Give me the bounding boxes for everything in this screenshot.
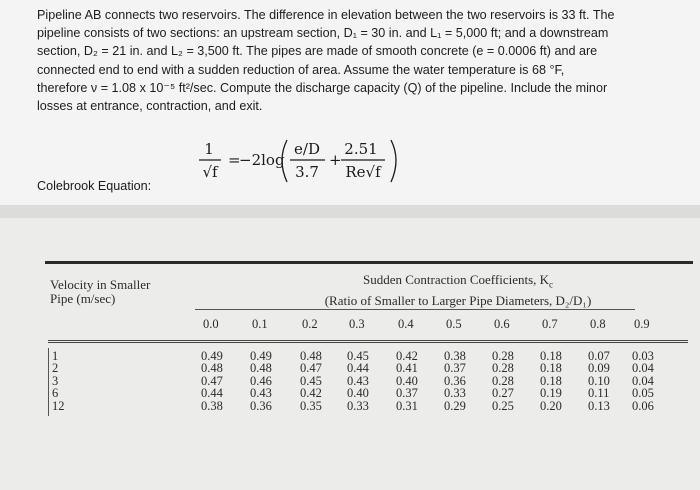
eq-right-paren	[391, 140, 396, 182]
eq-term2-numerator: 2.51	[344, 140, 378, 158]
table-header-rule-2	[48, 342, 688, 343]
table-title	[298, 272, 618, 308]
coefficient-cell: 0.44	[201, 386, 223, 401]
eq-term2-denominator: Re√f	[345, 163, 381, 181]
coefficient-cell: 0.28	[492, 349, 514, 363]
table-header-rule	[48, 340, 688, 341]
eq-term1-numerator: e/D	[294, 140, 320, 158]
ratio-header-cell: 0.9	[634, 317, 650, 331]
coefficient-cell: 0.38	[444, 349, 466, 363]
coefficient-cell: 0.41	[396, 361, 418, 376]
eq-term1-denominator: 3.7	[295, 163, 319, 181]
coefficient-cell: 0.45	[347, 349, 369, 363]
problem-panel	[0, 0, 700, 205]
coefficient-cell: 0.48	[300, 349, 322, 363]
coefficient-cell: 0.43	[347, 373, 369, 388]
coefficient-cell: 0.48	[250, 361, 272, 376]
velocity-value: 3	[52, 373, 59, 388]
problem-line: pipeline consists of two sections: an upstream section, D₁ = 30 in. and L₁ = 5,000 ft; and a downstream	[37, 26, 609, 41]
problem-line: therefore ν = 1.08 x 10⁻⁵ ft²/sec. Compute the discharge capacity (Q) of the pipeline. Include the minor	[37, 80, 608, 95]
coefficient-cell: 0.18	[540, 349, 562, 363]
problem-line: connected end to end with a sudden reduction of area. Assume the water temperature is 68 °F,	[37, 62, 565, 77]
coefficient-cell: 0.44	[347, 361, 369, 376]
velocity-value: 12	[52, 398, 65, 413]
coefficient-cell: 0.28	[492, 361, 514, 376]
table-title-line-1	[298, 272, 618, 293]
eq-lhs-denominator: √f	[202, 163, 218, 181]
table-title-text: Sudden Contraction Coefficients, K	[362, 272, 550, 287]
coefficient-cell: 0.42	[396, 349, 418, 363]
coefficient-cell: 0.19	[540, 386, 562, 401]
coefficient-cell: 0.37	[396, 386, 418, 401]
coefficient-cell: 0.36	[444, 373, 466, 388]
coefficient-cell: 0.11	[588, 386, 610, 401]
coefficient-cell: 0.43	[250, 386, 272, 401]
coefficient-cell: 0.47	[201, 373, 223, 388]
problem-statement	[37, 6, 677, 115]
coefficient-cell: 0.46	[250, 373, 272, 388]
coefficient-cell: 0.47	[300, 361, 322, 376]
coefficient-cell: 0.03	[632, 349, 654, 363]
table-top-rule	[45, 261, 693, 264]
velocity-value: 2	[52, 361, 59, 376]
coefficient-cell: 0.40	[347, 386, 369, 401]
velocity-value: 6	[52, 386, 59, 401]
ratio-header-cell: 0.8	[590, 317, 606, 331]
ratio-header-cell: 0.1	[252, 317, 268, 331]
table-title-rule	[195, 309, 635, 310]
eq-plus: +	[329, 151, 342, 169]
coefficient-cell: 0.49	[250, 349, 272, 363]
ratio-header-cell: 0.3	[349, 317, 365, 331]
coefficient-cell: 0.49	[201, 349, 223, 363]
table-title-subscript: c	[549, 279, 554, 290]
colebrook-label: Colebrook Equation:	[37, 179, 152, 193]
velocity-header	[50, 278, 150, 306]
coefficient-cell: 0.29	[444, 398, 466, 413]
problem-line: losses at entrance, contraction, and exit.	[37, 99, 263, 114]
eq-equals: =	[228, 151, 241, 169]
coefficient-cell: 0.18	[540, 361, 562, 376]
coefficient-cell: 0.42	[300, 386, 322, 401]
coefficient-cell: 0.38	[201, 398, 223, 413]
coefficient-cell: 0.28	[492, 373, 514, 388]
table-title-line-2: (Ratio of Smaller to Larger Pipe Diameters, D₂/D₁)	[324, 292, 592, 308]
colebrook-equation	[195, 132, 435, 192]
coefficient-cell: 0.05	[632, 386, 654, 401]
ratio-header-cell: 0.7	[542, 317, 558, 331]
velocity-column	[52, 350, 65, 412]
ratio-header-cell: 0.4	[398, 317, 414, 331]
coefficient-cell: 0.18	[540, 373, 562, 388]
ratio-header-cell: 0.0	[203, 317, 219, 331]
coefficient-cell: 0.37	[444, 361, 466, 376]
coefficient-cell: 0.31	[396, 398, 418, 413]
coefficient-cell: 0.25	[492, 398, 514, 413]
velocity-header-line: Velocity in Smaller	[50, 277, 151, 292]
coefficient-cell: 0.09	[588, 361, 610, 376]
ratio-header-cell: 0.5	[446, 317, 462, 331]
coefficient-cell: 0.06	[632, 398, 654, 413]
coefficient-cell: 0.07	[588, 349, 610, 363]
coefficient-cell: 0.36	[250, 398, 272, 413]
velocity-header-line: Pipe (m/sec)	[50, 291, 116, 306]
coefficient-cell: 0.04	[632, 373, 654, 388]
velocity-value: 1	[52, 349, 59, 363]
problem-line: section, D₂ = 21 in. and L₂ = 3,500 ft. The pipes are made of smooth concrete (e = 0.0006 ft) and are	[37, 44, 598, 59]
coefficient-cell: 0.33	[444, 386, 466, 401]
coefficient-cell: 0.20	[540, 398, 562, 413]
coefficient-cell: 0.27	[492, 386, 514, 401]
ratio-header-cell: 0.6	[494, 317, 510, 331]
ratio-header-cell: 0.2	[302, 317, 318, 331]
coefficient-cell: 0.33	[347, 398, 369, 413]
eq-log-coefficient: −2log	[239, 151, 285, 169]
coefficient-cell: 0.04	[632, 361, 654, 376]
coefficient-cell: 0.45	[300, 373, 322, 388]
coefficient-cell: 0.10	[588, 373, 610, 388]
coefficient-cell: 0.40	[396, 373, 418, 388]
problem-line: Pipeline AB connects two reservoirs. The difference in elevation between the two reservoirs is 33 ft. The	[37, 8, 615, 22]
coefficient-cell: 0.48	[201, 361, 223, 376]
coefficient-cell: 0.13	[588, 398, 610, 413]
velocity-column-rule	[48, 348, 49, 416]
eq-lhs-numerator: 1	[204, 140, 214, 158]
coefficient-cell: 0.35	[300, 398, 322, 413]
